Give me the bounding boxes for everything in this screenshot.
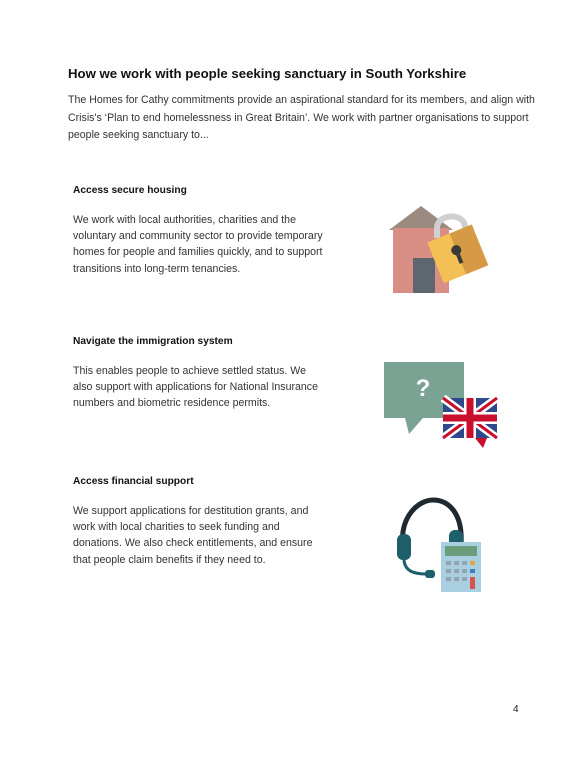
section-title-financial: Access financial support	[73, 476, 194, 487]
page-number: 4	[513, 704, 519, 715]
section-body-financial: We support applications for destitution grants, and work with local charities to seek funding and donations. We also check entitlements, and ensure that people claim benefits if they need to.	[73, 505, 313, 566]
headset-calculator-icon	[393, 496, 485, 594]
section-body-immigration: This enables people to achieve settled status. We also support with applications for National Insurance numbers and biometric residence permits.	[73, 365, 318, 410]
section-title-housing: Access secure housing	[73, 185, 187, 196]
question-speech-flag-icon	[383, 360, 499, 450]
section-body-housing: We work with local authorities, charities and the voluntary and community sector to provide temporary homes for people and families quickly, and to support transitions into long-term tenancies.	[73, 214, 323, 275]
question-mark-icon: ?	[415, 375, 431, 402]
house-padlock-icon	[385, 200, 495, 296]
section-title-immigration: Navigate the immigration system	[73, 336, 233, 347]
intro-paragraph: The Homes for Cathy commitments provide an aspirational standard for its members, and align with Crisis's ‘Plan to end homelessness in Great Britain’. We work with partner organisations to support people seeking sanctuary to...	[68, 94, 535, 141]
page-title: How we work with people seeking sanctuary in South Yorkshire	[68, 66, 467, 81]
